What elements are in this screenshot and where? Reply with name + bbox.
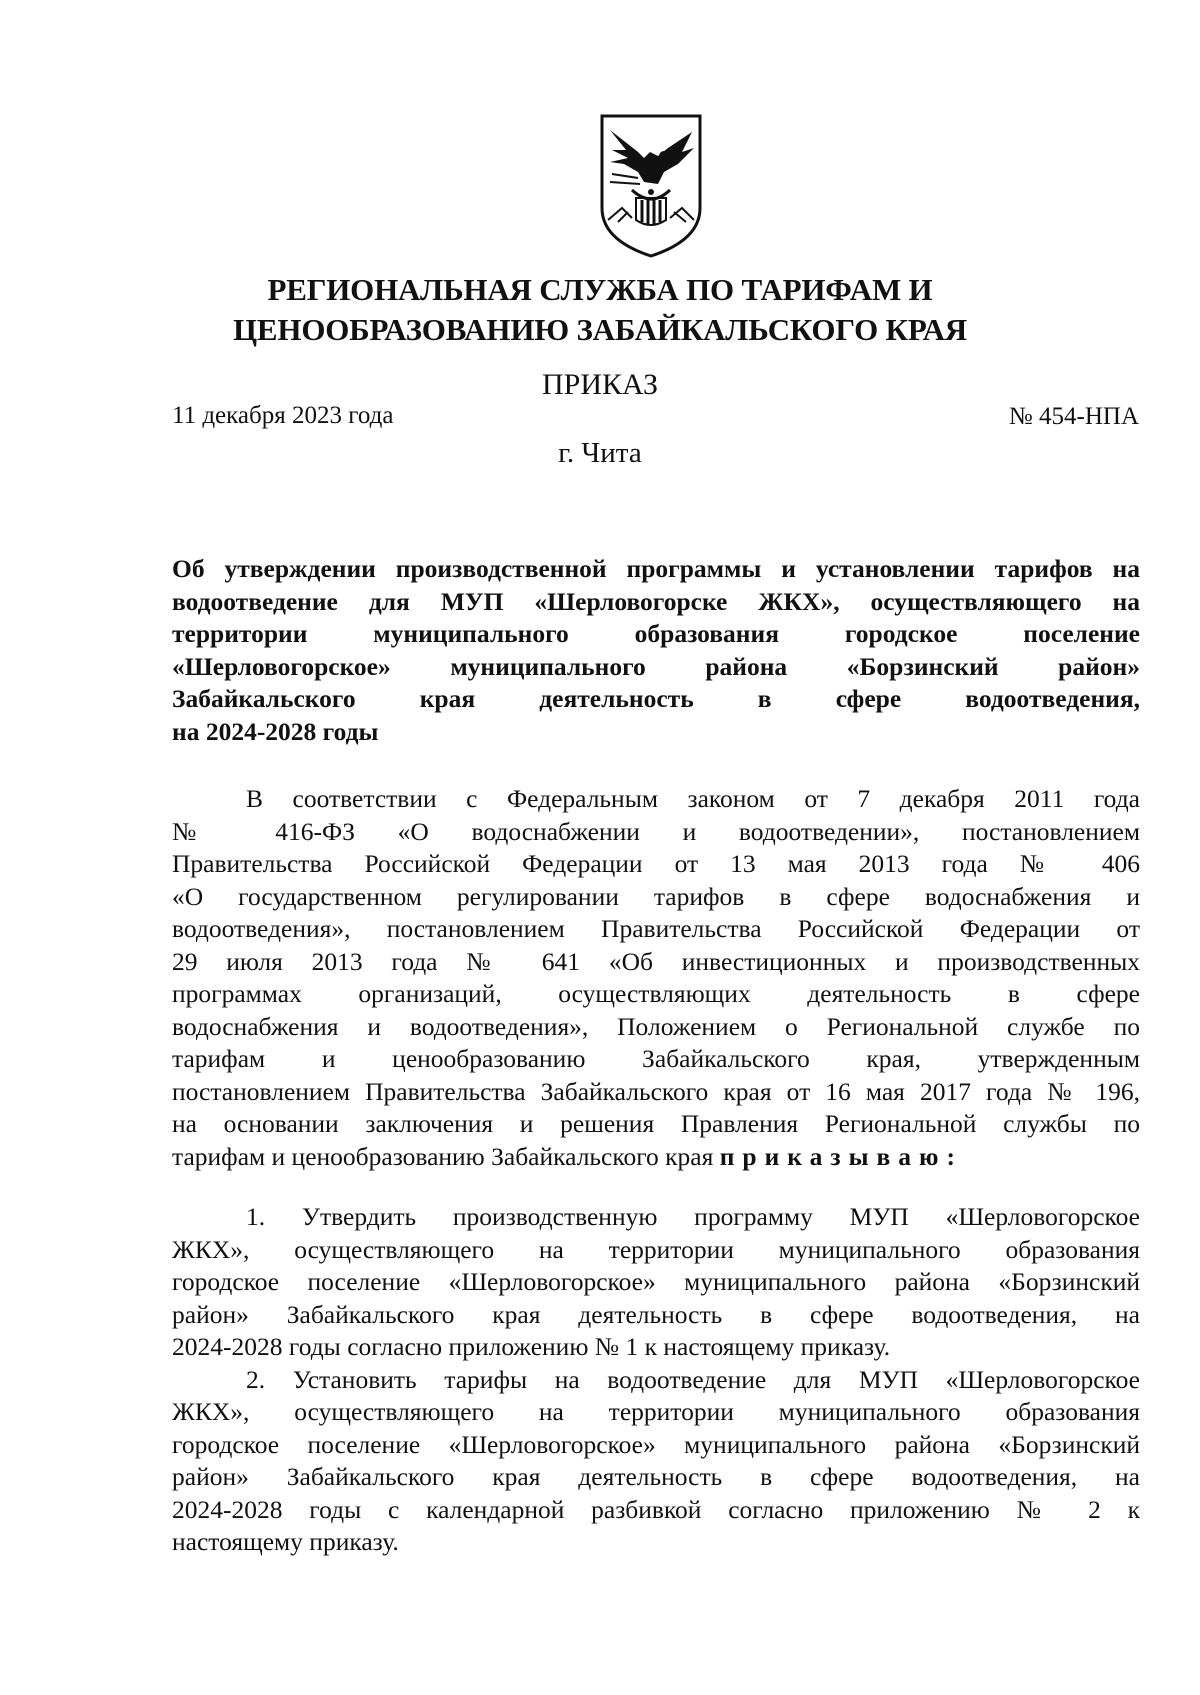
item-line: район» Забайкальского края деятельность в сфере водоотведения, на xyxy=(172,1299,1140,1329)
item-line: ЖКХ», осуществляющего на территории муниципального образования xyxy=(172,1234,1140,1264)
preamble-line: № 416-ФЗ «О водоснабжении и водоотведении», постановлением xyxy=(172,816,1140,846)
subject-line: территории муниципального образования городское поселение xyxy=(172,619,1140,648)
coat-of-arms-icon xyxy=(598,112,704,262)
item-line: 1. Утвердить производственную программу МУП «Шерловогорское xyxy=(246,1202,1140,1231)
preamble-line: водоотведения», постановлением Правительства Российской Федерации от xyxy=(172,914,1140,943)
subject-line: Забайкальского края деятельность в сфере водоотведения, xyxy=(172,684,1140,713)
order-items xyxy=(172,1201,1140,1559)
preamble-line: В соответствии с Федеральным законом от 7 декабря 2011 года xyxy=(246,784,1140,813)
preamble-line xyxy=(172,1141,1140,1174)
document-type: ПРИКАЗ xyxy=(542,368,658,401)
organization-title xyxy=(0,270,1200,350)
subject-line: Об утверждении производственной программы и установлении тарифов на xyxy=(172,554,1140,583)
preamble-paragraph xyxy=(172,783,1140,1173)
item-line: ЖКХ», осуществляющего на территории муниципального образования xyxy=(172,1397,1140,1426)
preamble-line: постановлением Правительства Забайкальского края от 16 мая 2017 года № 196, xyxy=(172,1076,1140,1106)
preamble-line: программах организаций, осуществляющих деятельность в сфере xyxy=(172,979,1140,1008)
order-item-1 xyxy=(172,1201,1140,1364)
organization-title-line-1: РЕГИОНАЛЬНАЯ СЛУЖБА ПО ТАРИФАМ И xyxy=(267,272,933,307)
subject-line: на 2024-2028 годы xyxy=(172,716,379,746)
order-word: приказываю: xyxy=(719,1141,963,1171)
document-subject xyxy=(172,553,1140,748)
item-line: район» Забайкальского края деятельность в сфере водоотведения, на xyxy=(172,1462,1140,1491)
preamble-line: водоснабжения и водоотведения», Положением о Региональной службе по xyxy=(172,1011,1140,1041)
item-line: 2. Установить тарифы на водоотведение для МУП «Шерловогорское xyxy=(246,1364,1140,1394)
item-line: городское поселение «Шерловогорское» муниципального района «Борзинский xyxy=(172,1267,1140,1296)
preamble-line: 29 июля 2013 года № 641 «Об инвестиционных и производственных xyxy=(172,946,1140,976)
item-line: городское поселение «Шерловогорское» муниципального района «Борзинский xyxy=(172,1429,1140,1459)
item-line: настоящему приказу. xyxy=(172,1527,399,1556)
subject-line: водоотведение для МУП «Шерловогорске ЖКХ», осуществляющего на xyxy=(172,586,1140,616)
item-line: 2024-2028 годы согласно приложению № 1 к настоящему приказу. xyxy=(172,1332,891,1361)
organization-title-line-2: ЦЕНООБРАЗОВАНИЮ ЗАБАЙКАЛЬСКОГО КРАЯ xyxy=(233,312,967,347)
subject-line: «Шерловогорское» муниципального района «Борзинский район» xyxy=(172,651,1140,681)
order-item-2 xyxy=(172,1364,1140,1559)
preamble-line: на основании заключения и решения Правления Региональной службы по xyxy=(172,1109,1140,1138)
item-line: 2024-2028 годы с календарной разбивкой согласно приложению № 2 к xyxy=(172,1494,1140,1524)
preamble-line: «О государственном регулировании тарифов в сфере водоснабжения и xyxy=(172,881,1140,911)
preamble-last-text: тарифам и ценообразованию Забайкальского края xyxy=(172,1141,720,1171)
document-date: 11 декабря 2023 года xyxy=(172,402,394,429)
preamble-line: Правительства Российской Федерации от 13 мая 2013 года № 406 xyxy=(172,849,1140,878)
preamble-line: тарифам и ценообразованию Забайкальского края, утвержденным xyxy=(172,1044,1140,1073)
document-number: № 454-НПА xyxy=(1008,403,1139,430)
document-city: г. Чита xyxy=(558,437,642,469)
